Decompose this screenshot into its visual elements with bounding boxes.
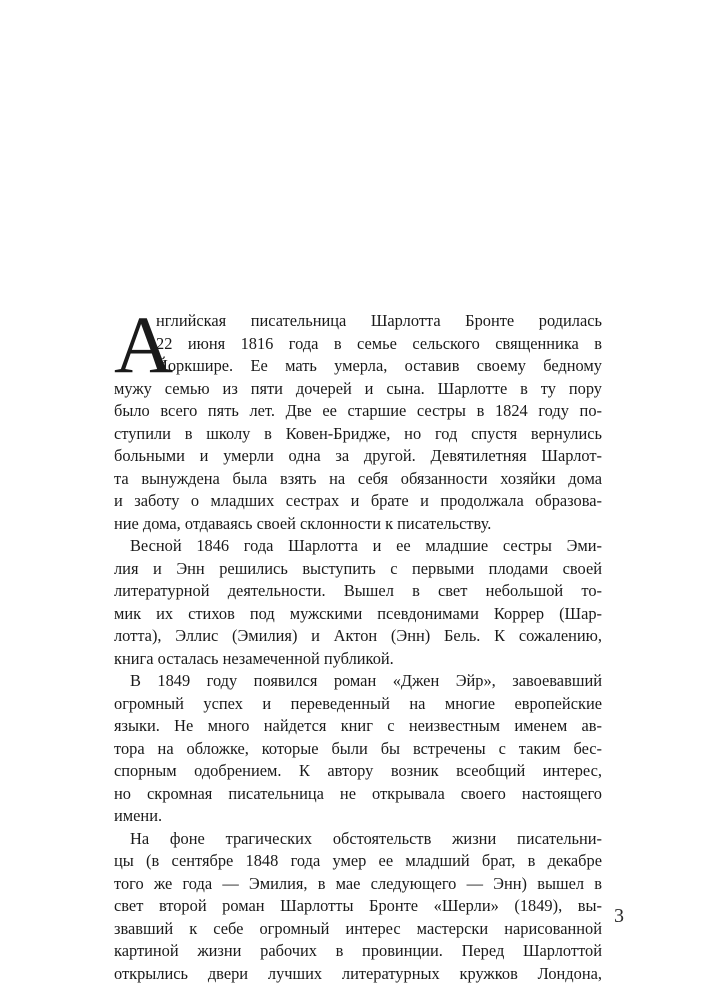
body-text [114,299,602,985]
text-line: В 1849 году появился роман «Джен Эйр», завоевавший [130,671,602,690]
text-line: 22 июня 1816 года в семье сельского священника в [156,333,602,353]
text-line: На фоне трагических обстоятельств жизни писательни- [130,828,602,848]
text-line: картиной жизни рабочих в провинции. Перед Шарлоттой [114,941,602,960]
text-line: тора на обложке, которые были бы встречены с таким бес- [114,738,602,758]
page-number: 3 [614,905,624,927]
text-line: та вынуждена была взять на себя обязанности хозяйки дома [114,468,602,488]
text-line: больными и умерли одна за другой. Девятилетняя Шарлот- [114,446,602,465]
text-line: лотта), Эллис (Эмилия) и Актон (Энн) Бель. К сожалению, [114,626,602,645]
text-line: мик их стихов под мужскими псевдонимами Коррер (Шар- [114,603,602,623]
text-line: но скромная писательница не открывала своего настоящего [114,783,602,803]
text-line: имени. [114,806,163,825]
text-line: книга осталась незамеченной публикой. [114,648,394,668]
text-line: лия и Энн решились выступить с первыми плодами своей [114,558,602,578]
text-line: спорным одобрением. К автору возник всеобщий интерес, [114,761,602,780]
text-line: цы (в сентябре 1848 года умер ее младший брат, в декабре [114,851,602,870]
text-line: свет второй роман Шарлотты Бронте «Шерли» (1849), вы- [114,896,602,915]
text-line: открылись двери лучших литературных кружков Лондона, [114,963,602,983]
text-line: огромный успех и переведенный на многие европейские [114,693,602,713]
text-line: языки. Не много найдется книг с неизвестным именем ав- [114,716,602,735]
text-line: литературной деятельности. Вышел в свет небольшой то- [114,581,602,600]
text-line: нглийская писательница Шарлотта Бронте родилась [156,311,602,330]
drop-cap: А [114,299,174,390]
text-line: ступили в школу в Ковен-Бридже, но год спустя вернулись [114,423,602,443]
text-line: ние дома, отдаваясь своей склонности к писательству. [114,513,492,533]
text-line: Йоркшире. Ее мать умерла, оставив своему бедному [156,356,602,375]
text-line: было всего пять лет. Две ее старшие сестры в 1824 году по- [114,401,602,420]
text-line: и заботу о младших сестрах и брате и продолжала образова- [114,491,602,510]
text-line: того же года — Эмилия, в мае следующего — Энн) вышел в [114,873,602,893]
text-line: звавший к себе огромный интерес мастерски нарисованной [114,918,602,938]
text-line: мужу семью из пяти дочерей и сына. Шарлотте в ту пору [114,378,602,398]
text-line: Весной 1846 года Шарлотта и ее младшие сестры Эми- [130,536,602,555]
